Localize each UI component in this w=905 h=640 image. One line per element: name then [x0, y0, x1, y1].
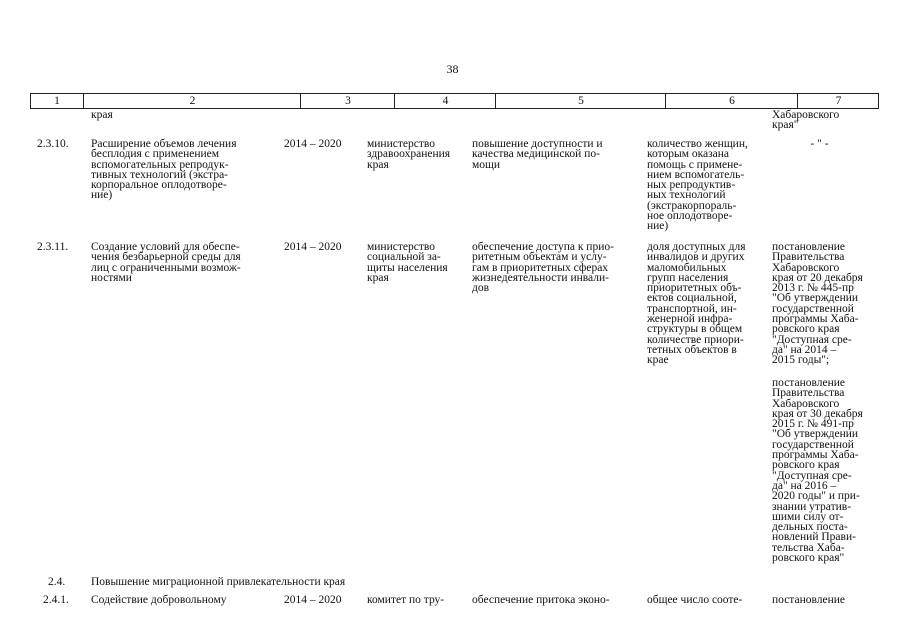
expected-result: повышение доступности и качества медицинской по- мощи	[472, 138, 603, 171]
header-col-6: 6	[665, 94, 798, 108]
expected-result: обеспечение доступа к прио- ритетным объектам и услу- гам в приоритетных сферах жизнедеятельности инвали- дов	[472, 241, 614, 295]
section-number: 2.4.	[48, 576, 66, 588]
row-number: 2.3.11.	[37, 241, 69, 253]
measure-name: Содействие добровольному	[91, 594, 227, 606]
basis-document: постановление	[772, 594, 846, 606]
indicator: количество женщин, которым оказана помощь с примене- нием вспомогатель- ных репродуктив- ных технологий (экстракорпораль- ное оплодотворе- ние)	[647, 138, 748, 233]
page-number: 38	[446, 62, 459, 76]
row-number: 2.4.1.	[43, 594, 69, 606]
indicator: общее число сооте-	[647, 594, 743, 606]
period-years: 2014 – 2020	[284, 241, 342, 253]
section-title: Повышение миграционной привлекательности края	[91, 576, 346, 588]
expected-result: обеспечение притока эконо-	[472, 594, 610, 606]
header-col-4: 4	[394, 94, 496, 108]
executor: комитет по тру-	[367, 594, 445, 606]
measure-name: Расширение объемов лечения бесплодия с применением вспомогательных репродук- тивных технологий (экстра- корпоральное оплодотворе- ние)	[91, 138, 237, 202]
continuation-name-cell: края	[91, 109, 113, 121]
continuation-basis-cell: Хабаровского края"	[772, 109, 840, 132]
basis-document-2: постановление Правительства Хабаровского края от 30 декабря 2015 г. № 491-пр "Об утверждении государственной программы Хаба- ровского края "Доступная сре- да" на 2016 – 2020 годы" и при- знании утратив- шими силу от- дельных поста- новлений Прави- тельства Хаба- ровского края"	[772, 377, 863, 565]
header-col-2: 2	[83, 94, 301, 108]
period-years: 2014 – 2020	[284, 594, 342, 606]
table-header-row	[30, 93, 879, 109]
basis-document-1: постановление Правительства Хабаровского края от 20 декабря 2013 г. № 445-пр "Об утверждении государственной программы Хаба- ровского края "Доступная сре- да" на 2014 – 2015 годы";	[772, 241, 863, 367]
period-years: 2014 – 2020	[284, 138, 342, 150]
header-col-3: 3	[300, 94, 395, 108]
header-col-1: 1	[54, 95, 60, 107]
header-col-5: 5	[495, 94, 666, 108]
basis-ditto: - " -	[810, 138, 829, 150]
measure-name: Создание условий для обеспе- чения безбарьерной среды для лиц с ограниченными возмож- ностями	[91, 241, 241, 284]
header-col-7: 7	[797, 94, 879, 108]
executor: министерство социальной за- щиты населения края	[367, 241, 448, 284]
row-number: 2.3.10.	[37, 138, 69, 150]
indicator: доля доступных для инвалидов и других маломобильных групп населения приоритетных объ- ектов социальной, транспортной, ин- женерной инфра- структуры в общем количестве приори- тетных объектов в крае	[647, 241, 746, 367]
executor: министерство здравоохранения края	[367, 138, 451, 171]
